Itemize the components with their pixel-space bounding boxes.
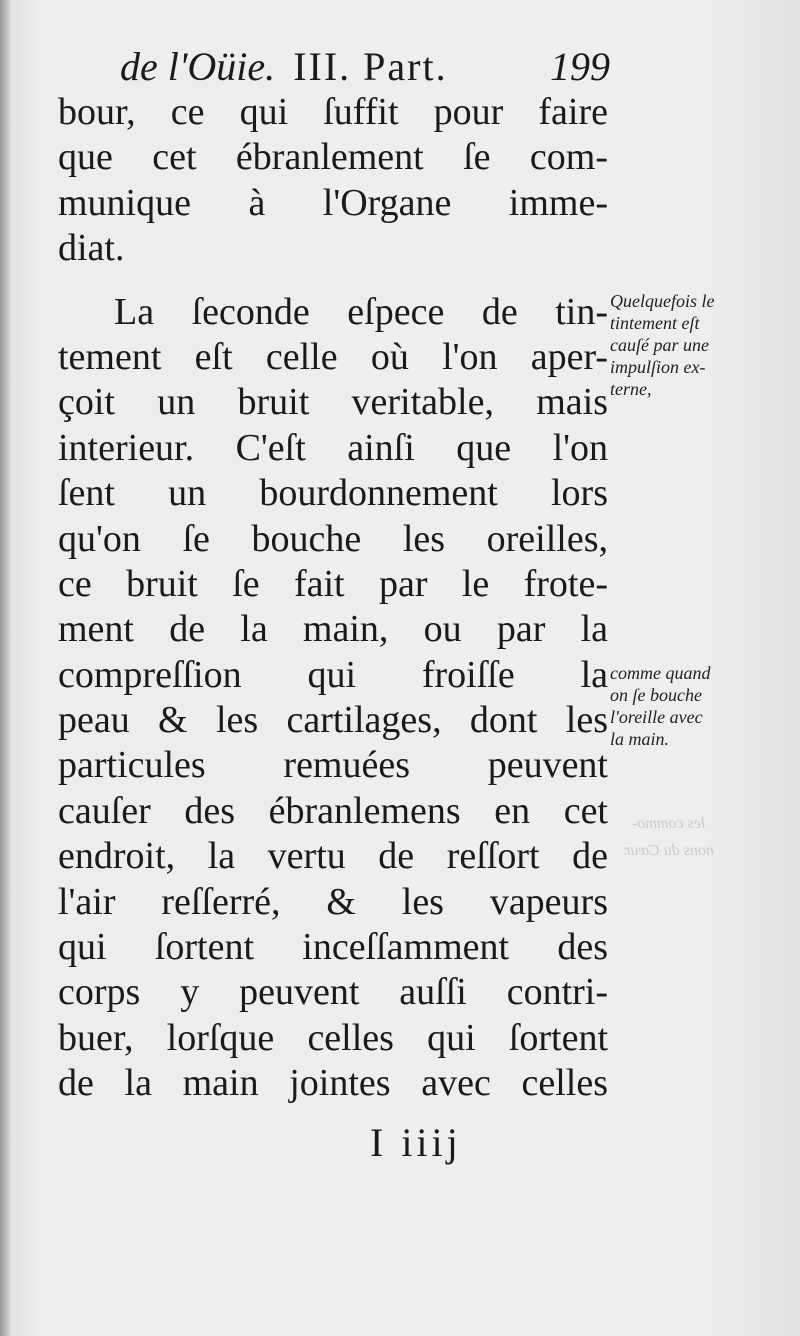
margin-note-main	[610, 662, 760, 750]
margin-note-line: cauſé par une	[610, 335, 709, 355]
page-number: 199	[550, 44, 610, 89]
margin-note-line: Quelquefois le	[610, 291, 715, 311]
text-line: çoit un bruit veritable, mais	[58, 381, 608, 424]
bleed-through-text: nons du Cœur.	[622, 842, 715, 859]
text-line: qu'on ſe bouche les oreilles,	[58, 517, 608, 560]
running-head	[120, 42, 610, 92]
text-line: ce bruit ſe fait par le frote-	[58, 562, 608, 605]
text-line: peau & les cartilages, dont les	[58, 699, 608, 742]
margin-note-line: impulſion ex-	[610, 357, 706, 377]
margin-note-line: la main.	[610, 729, 670, 749]
margin-note-line: on ſe bouche	[610, 685, 702, 705]
text-line: buer, lorſque celles qui ſortent	[58, 1016, 608, 1059]
running-head-part: III. Part.	[293, 44, 448, 89]
text-line: tement eſt celle où l'on aper-	[58, 335, 608, 378]
body-text	[58, 90, 608, 1107]
margin-note-line: terne,	[610, 379, 652, 399]
text-line: compreſſion qui froiſſe la	[58, 653, 608, 696]
text-line: ſent un bourdonnement lors	[58, 472, 608, 515]
text-line: corps y peuvent auſſi contri-	[58, 971, 608, 1014]
text-line: La ſeconde eſpece de tin-	[114, 290, 608, 333]
text-line: cauſer des ébranlemens en cet	[58, 789, 608, 832]
text-line: qui ſortent inceſſamment des	[58, 926, 608, 969]
text-line: bour, ce qui ſuffit pour faire	[58, 91, 608, 133]
paragraph-break	[58, 272, 608, 290]
gutter-shadow	[0, 0, 10, 1336]
text-line: endroit, la vertu de reſſort de	[58, 835, 608, 878]
margin-note-line: comme quand	[610, 663, 711, 683]
margin-note-impulsion	[610, 290, 760, 400]
text-line: diat.	[58, 227, 125, 270]
margin-note-line: tintement eſt	[610, 313, 700, 333]
text-line: particules remuées peuvent	[58, 744, 608, 787]
running-head-title: de l'Oüie.	[120, 44, 276, 89]
text-line: munique à l'Organe imme-	[58, 181, 608, 224]
text-line: que cet ébranlement ſe com-	[58, 136, 608, 179]
text-line: de la main jointes avec celles	[58, 1062, 608, 1105]
text-line: l'air reſſerré, & les vapeurs	[58, 880, 608, 923]
text-line: interieur. C'eſt ainſi que l'on	[58, 426, 608, 469]
margin-note-line: l'oreille avec	[610, 707, 703, 727]
bleed-through-text: les commo-	[632, 815, 706, 832]
text-line: ment de la main, ou par la	[58, 608, 608, 651]
signature-mark: I iiij	[370, 1120, 462, 1165]
